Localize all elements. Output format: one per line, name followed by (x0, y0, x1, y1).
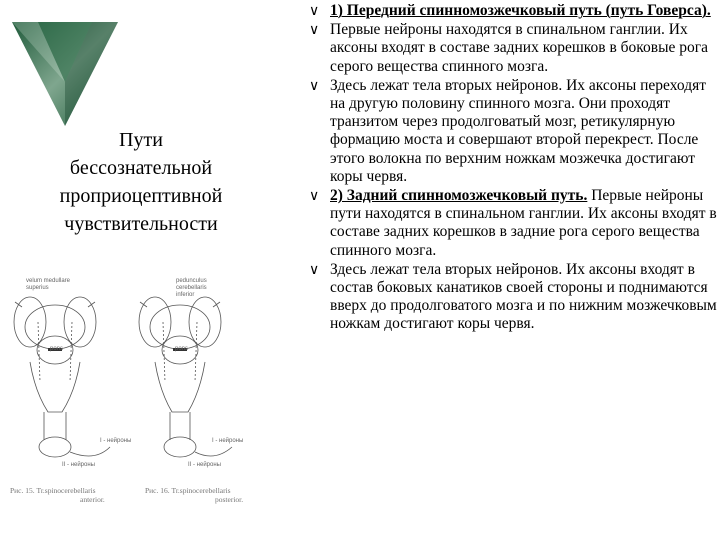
figure-label: I - нейроны (100, 438, 132, 444)
bullet-mark-icon: ∨ (309, 188, 320, 205)
figure-caption (145, 486, 243, 504)
figure-label: pedunculus (176, 278, 207, 284)
title-line-3: проприоцептивной (59, 185, 223, 207)
bullet-item (306, 261, 718, 334)
figure-label: II - нейроны (188, 462, 221, 468)
figure-label: inferior (176, 292, 195, 298)
title-line-4: чувствительности (64, 213, 218, 235)
bullet-text: 2) Задний спинномозжечковый путь. (330, 187, 588, 205)
bullet-text: 1) Передний спинномозжечковый путь (путь Говерса). (330, 2, 711, 19)
bullet-mark-icon: ∨ (309, 77, 320, 94)
caption-line: posterior. (215, 495, 244, 504)
bullet-list (306, 2, 718, 335)
title-line-2: бессознательной (69, 157, 213, 179)
figure-label: velum medullare (26, 278, 71, 284)
figure-label: pons (50, 346, 64, 352)
bullet-text-continuation: Первые нейроны пути находятся в спинальном ганглии. Их аксоны входят в составе задних корешков в задние рога серого вещества спинного мозга. (330, 187, 717, 259)
bullet-mark-icon: ∨ (309, 261, 320, 278)
bullet-text: Первые нейроны находятся в спинальном ганглии. Их аксоны входят в составе задних корешков в боковые рога серого вещества спинного мозга. (330, 21, 708, 75)
figure-label: II - нейроны (62, 462, 95, 468)
section-title (22, 126, 260, 238)
bullet-mark-icon: ∨ (309, 22, 320, 39)
bullet-text: Здесь лежат тела вторых нейронов. Их аксоны переходят на другую половину спинного мозга. Они проходят транзитом через продолговатый мозг, ретикулярную формацию моста и совершают второй перекрест. После этого волокна по верхним ножкам мозжечка достигают коры червя. (330, 76, 706, 185)
bullet-text: Здесь лежат тела вторых нейронов. Их аксоны входят в состав боковых канатиков своей стороны и поднимаются вверх до продолговатого мозга и по нижним мозжечковым ножкам достигают коры червя. (330, 260, 717, 333)
figure-label: pons (175, 346, 189, 352)
figure-area (0, 262, 290, 540)
caption-line: Рис. 16. Tr.spinocerebellaris (145, 486, 231, 495)
bullet-mark-icon: ∨ (309, 3, 320, 19)
figure-label: I - нейроны (212, 438, 244, 444)
caption-line: anterior. (80, 495, 105, 504)
figure-label: superius (26, 285, 49, 291)
figure-label: cerebellaris (176, 285, 207, 291)
bullet-item (306, 77, 718, 186)
figure-caption (10, 486, 105, 504)
bullet-item (306, 187, 718, 260)
decorative-triangle-icon (12, 22, 118, 126)
bullet-item (306, 2, 718, 20)
bullet-item (306, 21, 718, 76)
caption-line: Рис. 15. Tr.spinocerebellaris (10, 486, 96, 495)
title-line-1: Пути (119, 129, 163, 151)
